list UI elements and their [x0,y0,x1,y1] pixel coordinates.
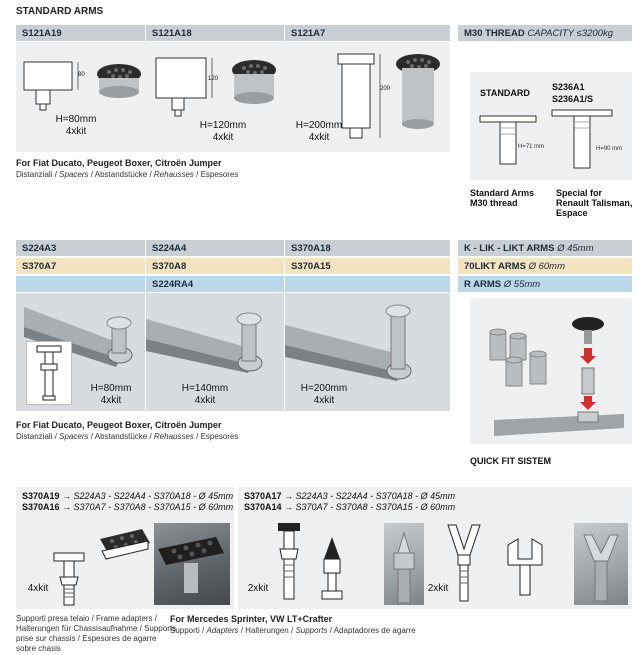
header-s370a8: S370A8 [146,258,284,274]
spacer-inset-drawing [26,341,72,405]
header-s224a4: S224A4 [146,240,284,256]
quick-fit-spacers-icon [474,302,628,442]
spacer-120-rubber-pad-icon [228,56,280,116]
m30-special-code1: S236A1 [552,82,585,92]
standard-arms-panel [16,42,450,152]
frame-adapter-photo [154,523,230,605]
arm-with-spacer-200-icon [285,297,445,397]
dim-label-80: 80 [78,72,85,78]
quick-fit-label: QUICK FIT SISTEM [470,456,551,466]
height-label-80: H=80mm [55,114,97,125]
header-row3-right [285,276,450,292]
fork-adapter-photo [574,523,628,605]
quick-fit-panel [470,298,632,444]
frame-adapter-drawing [50,523,152,609]
bl-caption: Supporti presa telaio / Frame adapters / Halterungen für Chassisaufnahme / Supports prise sur chassis / Espesores de agarre sobre chasis [16,614,177,653]
kit-label-80: 4xkit [65,126,87,137]
header-s370a18: S370A18 [285,240,450,256]
height-label-200: H=200mm [295,120,343,131]
bottom-right-panel [238,487,632,609]
kit-label-200: 4xkit [308,132,330,143]
lik-height-200: H=200mm [300,383,348,394]
lik-height-140: H=140mm [181,383,229,394]
br-code2-line: S370A14 → S370A7 - S370A8 - S370A15 - Ø 60mm [244,502,456,512]
m30-dim-special: H=90 mm [596,146,623,152]
spacer-80-rubber-pad-icon [94,60,144,112]
spacer-80-drawing [20,56,90,118]
m30-special-code2: S236A1/S [552,94,594,104]
br-caption-langs: Supporti / Adapters / Halterungen / Supports / Adaptadores de agarre [170,626,416,635]
m30-standard-pin-drawing [476,112,540,172]
m30-dim-standard: H=71 mm [518,144,545,150]
spacer-200-rubber-pad-icon [392,50,444,140]
header-s121a7: S121A7 [285,25,450,41]
cone-adapter-drawing [274,519,384,607]
header-m30-thread: M30 THREAD CAPACITY ≤3200kg [458,25,632,41]
arm-with-spacer-140-icon [146,297,282,391]
lik-photo-panel-1 [16,293,145,411]
header-row3-left [16,276,145,292]
br-kit-label-2: 2xkit [427,583,449,594]
lik-kit-140: 4xkit [194,395,216,406]
section-title-standard-arms: STANDARD ARMS [16,6,104,17]
spacer-120-drawing [152,52,222,124]
bottom-left-panel [16,487,234,609]
header-s370a15: S370A15 [285,258,450,274]
br-code1-line: S370A17 → S224A3 - S224A4 - S370A18 - Ø 45mm [244,491,456,501]
top-caption-bold: For Fiat Ducato, Peugeot Boxer, Citroën Jumper [16,158,222,168]
header-s121a18: S121A18 [146,25,284,41]
br-caption-bold: For Mercedes Sprinter, VW LT+Crafter [170,614,333,624]
lik-photo-panel-2 [146,293,284,411]
bl-code1-line: S370A19 → S224A3 - S224A4 - S370A18 - Ø 45mm [22,491,234,501]
m30-standard-label: STANDARD [480,88,530,98]
bl-code2-line: S370A16 → S370A7 - S370A8 - S370A15 - Ø 60mm [22,502,234,512]
lik-kit-80: 4xkit [100,395,122,406]
dim-label-120: 120 [208,76,219,82]
bl-kit-label: 4xkit [27,583,49,594]
m30-caption-special: Special for Renault Talisman, Espace [556,188,633,218]
lik-caption-langs: Distanziali / Spacers / Abstandstücke / Rehausses / Espesores [16,432,239,441]
lik-caption-bold: For Fiat Ducato, Peugeot Boxer, Citroën Jumper [16,420,222,430]
header-r-arms: R ARMS Ø 55mm [458,276,632,292]
m30-panel [470,72,632,180]
header-s224a3: S224A3 [16,240,145,256]
lik-photo-panel-3 [285,293,450,411]
kit-label-120: 4xkit [212,132,234,143]
lik-height-80: H=80mm [90,383,132,394]
m30-special-pin-drawing [548,106,618,172]
header-lik-arms: K - LIK - LIKT ARMS Ø 45mm [458,240,632,256]
lik-kit-200: 4xkit [313,395,335,406]
top-caption-langs: Distanziali / Spacers / Abstandstücke / Rehausses / Espesores [16,170,239,179]
br-kit-label-1: 2xkit [247,583,269,594]
header-s224ra4: S224RA4 [146,276,284,292]
dim-label-200: 200 [380,86,391,92]
height-label-120: H=120mm [199,120,247,131]
m30-caption-standard: Standard Arms M30 thread [470,188,535,208]
header-70likt-arms: 70LIKT ARMS Ø 60mm [458,258,632,274]
header-s121a19: S121A19 [16,25,145,41]
header-s370a7: S370A7 [16,258,145,274]
